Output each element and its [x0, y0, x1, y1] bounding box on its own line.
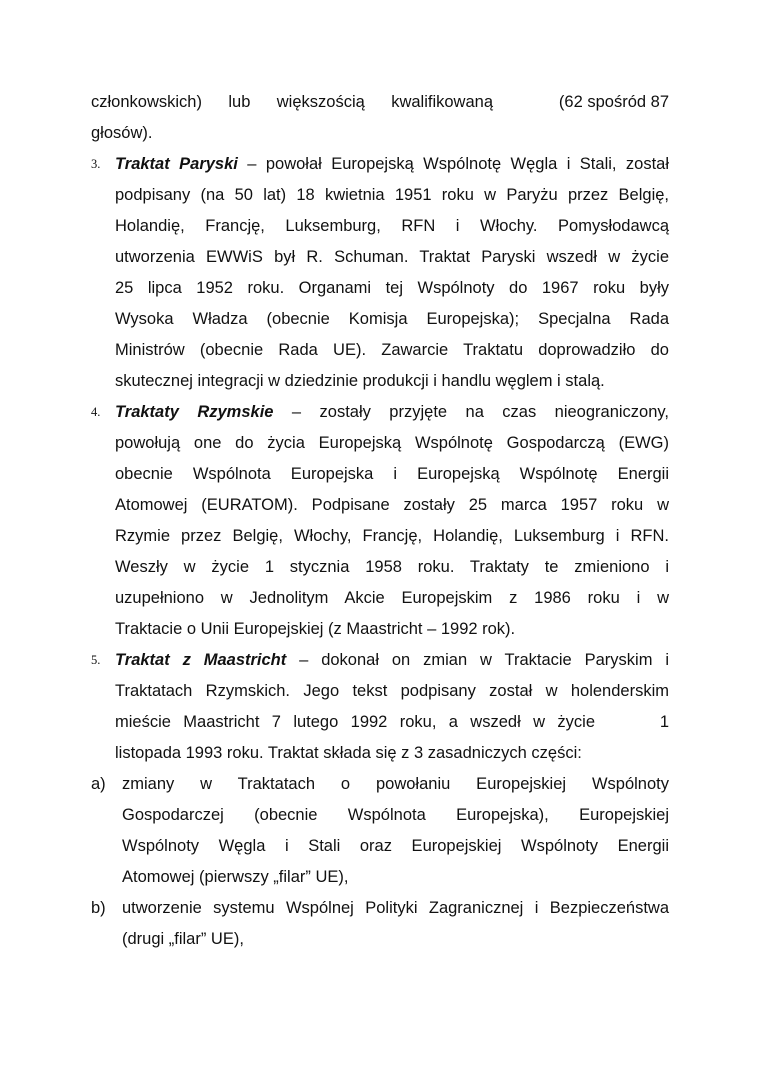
list-item-4-line-7: uzupełniono w Jednolitym Akcie Europejskim z 1986 roku i w — [115, 589, 669, 607]
list-item-3-line-1 — [115, 154, 669, 174]
list-number: 5. — [91, 653, 101, 667]
list-item-4-line-4: Atomowej (EURATOM). Podpisane zostały 25 marca 1957 roku w — [115, 496, 669, 514]
sub-item-a-line-3: Wspólnoty Węgla i Stali oraz Europejskiej Wspólnoty Energii — [122, 837, 669, 855]
list-item-text: – powołał Europejską Wspólnotę Węgla i Stali, został — [237, 155, 669, 173]
list-item-text: – dokonał on zmian w Traktacie Paryskim i — [286, 651, 669, 669]
list-item-5-line-2: Traktatach Rzymskich. Jego tekst podpisany został w holenderskim — [115, 682, 669, 700]
list-item-3-line-2: podpisany (na 50 lat) 18 kwietnia 1951 roku w Paryżu przez Belgię, — [115, 186, 669, 204]
sub-list-letter: b) — [91, 899, 106, 917]
list-item-text: – zostały przyjęte na czas nieograniczony, — [273, 403, 670, 421]
sub-list-letter: a) — [91, 775, 106, 793]
list-item-4-line-5: Rzymie przez Belgię, Włochy, Francję, Holandię, Luksemburg i RFN. — [115, 527, 669, 545]
list-item-title: Traktat z Maastricht — [115, 651, 287, 669]
sub-item-a-line-4: Atomowej (pierwszy „filar” UE), — [122, 868, 349, 886]
list-number: 3. — [91, 157, 101, 171]
list-item-title: Traktat Paryski — [115, 155, 238, 173]
sub-item-b-line-1: utworzenie systemu Wspólnej Polityki Zagranicznej i Bezpieczeństwa — [122, 899, 669, 917]
list-number: 4. — [91, 405, 101, 419]
intro-line-1-left — [91, 92, 493, 112]
list-item-3-line-4: utworzenia EWWiS był R. Schuman. Traktat Paryski wszedł w życie — [115, 248, 669, 266]
list-item-3-line-3: Holandię, Francję, Luksemburg, RFN i Włochy. Pomysłodawcą — [115, 217, 669, 235]
list-item-3-line-7: Ministrów (obecnie Rada UE). Zawarcie Traktatu doprowadziło do — [115, 341, 669, 359]
sub-item-a-line-1: zmiany w Traktatach o powołaniu Europejskiej Wspólnoty — [122, 775, 669, 793]
sub-item-a-line-2: Gospodarczej (obecnie Wspólnota Europejska), Europejskiej — [122, 806, 669, 824]
intro-line-1-left-text: członkowskich) lub większością kwalifikowaną — [91, 93, 493, 111]
list-item-3-line-8: skutecznej integracji w dziedzinie produkcji i handlu węglem i stalą. — [115, 372, 605, 390]
list-item-4-line-2: powołują one do życia Europejską Wspólnotę Gospodarczą (EWG) — [115, 434, 669, 452]
intro-line-2: głosów). — [91, 124, 153, 142]
sub-item-b-line-2: (drugi „filar” UE), — [122, 930, 244, 948]
list-item-3-line-5: 25 lipca 1952 roku. Organami tej Wspólnoty do 1967 roku były — [115, 279, 669, 297]
list-item-title: Traktaty Rzymskie — [115, 403, 274, 421]
list-item-5-line-3-right: 1 — [659, 713, 669, 731]
list-item-4-line-6: Weszły w życie 1 stycznia 1958 roku. Traktaty te zmieniono i — [115, 558, 669, 576]
list-item-4-line-1 — [115, 402, 669, 422]
list-item-5-line-4: listopada 1993 roku. Traktat składa się z 3 zasadniczych części: — [115, 744, 582, 762]
list-item-5-line-1 — [115, 650, 669, 670]
list-item-5-line-3: mieście Maastricht 7 lutego 1992 roku, a wszedł w życie — [115, 713, 595, 731]
list-item-3-line-6: Wysoka Władza (obecnie Komisja Europejska); Specjalna Rada — [115, 310, 669, 328]
list-item-4-line-8: Traktacie o Unii Europejskiej (z Maastricht – 1992 rok). — [115, 620, 516, 638]
list-item-4-line-3: obecnie Wspólnota Europejska i Europejską Wspólnotę Energii — [115, 465, 669, 483]
intro-line-1-right: (62 spośród 87 — [558, 93, 669, 111]
